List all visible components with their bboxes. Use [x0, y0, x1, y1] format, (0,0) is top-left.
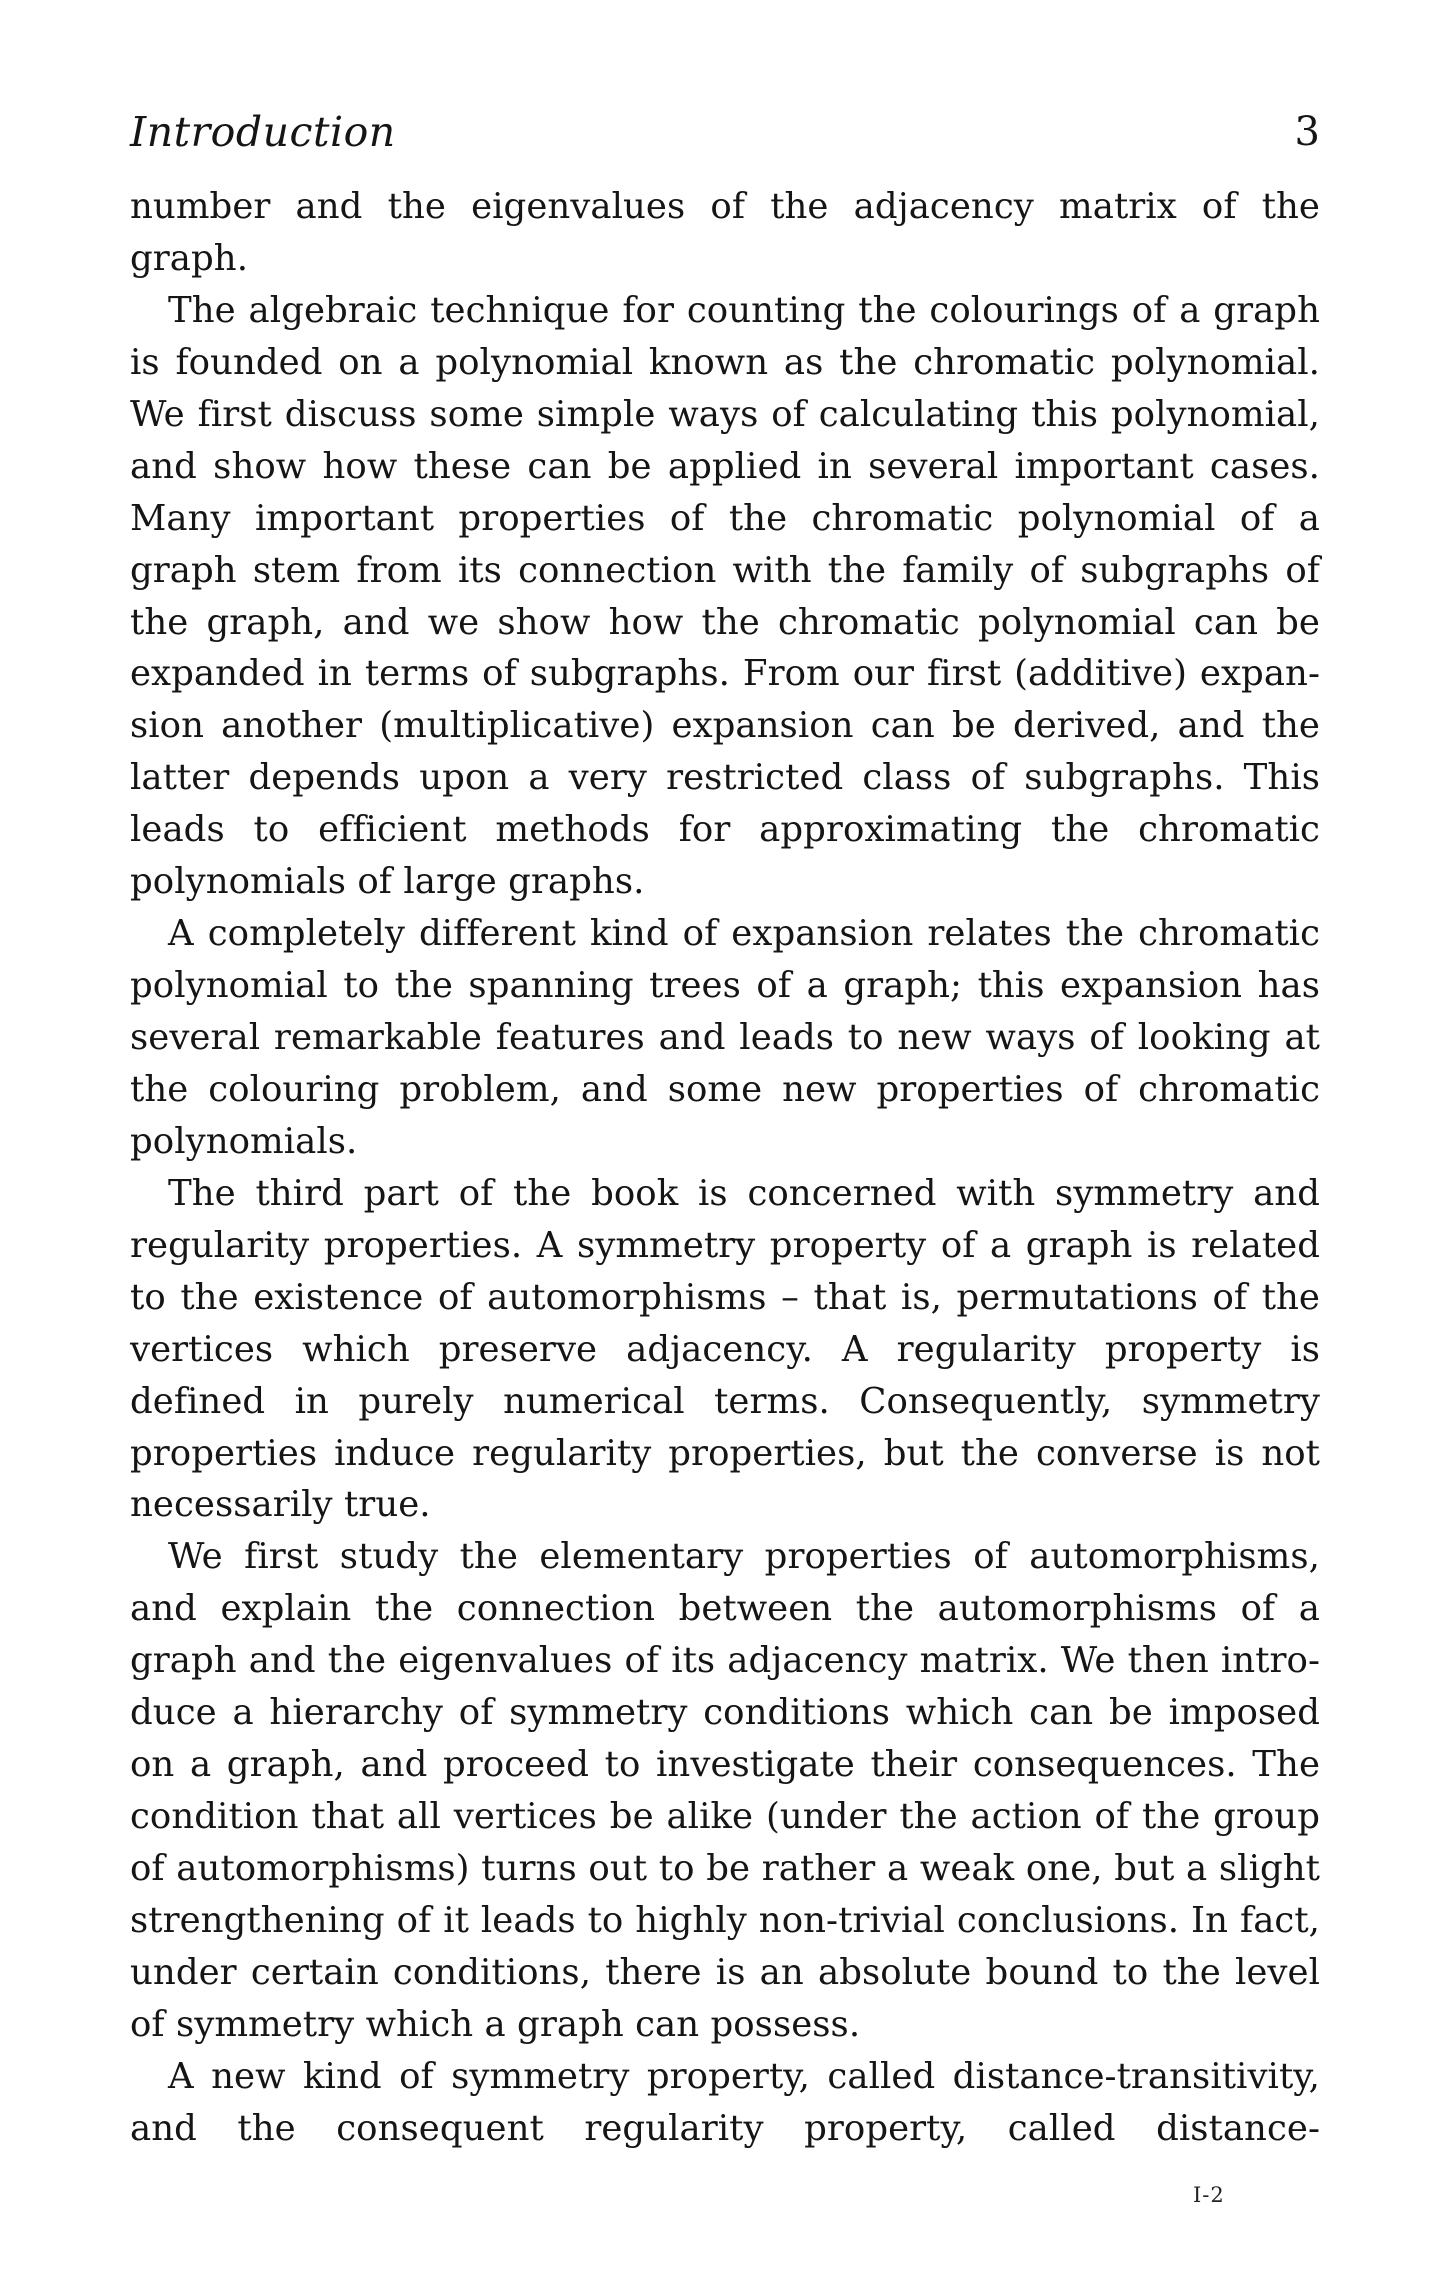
- text-line-04: is founded on a polynomial known as the chromatic polynomial.: [130, 341, 1320, 383]
- text-line-20: The third part of the book is concerned with symmetry and: [168, 1172, 1320, 1214]
- text-line-38: and the consequent regularity property, called distance-: [130, 2107, 1320, 2149]
- text-line-21: regularity properties. A symmetry property of a graph is related: [130, 1224, 1320, 1266]
- text-line-08: graph stem from its connection with the family of subgraphs of: [130, 549, 1320, 591]
- text-line-17: several remarkable features and leads to new ways of looking at: [130, 1017, 1320, 1058]
- text-line-36: of symmetry which a graph can possess.: [130, 2003, 861, 2045]
- body-text: [130, 181, 1320, 2149]
- text-line-34: strengthening of it leads to highly non-trivial conclusions. In fact,: [130, 1899, 1320, 1941]
- text-line-26: necessarily true.: [130, 1484, 431, 1526]
- text-line-07: Many important properties of the chromatic polynomial of a: [130, 497, 1320, 539]
- text-line-18: the colouring problem, and some new properties of chromatic: [130, 1068, 1320, 1110]
- text-line-05: We first discuss some simple ways of calculating this polynomial,: [130, 393, 1320, 435]
- text-line-03: The algebraic technique for counting the colourings of a graph: [168, 289, 1320, 331]
- text-line-02: graph.: [130, 237, 249, 279]
- text-line-30: duce a hierarchy of symmetry conditions which can be imposed: [130, 1692, 1320, 1734]
- text-line-12: latter depends upon a very restricted class of subgraphs. This: [130, 757, 1320, 799]
- text-line-27: We first study the elementary properties of automorphisms,: [168, 1536, 1320, 1578]
- running-head: [130, 104, 1320, 164]
- text-line-19: polynomials.: [130, 1120, 358, 1162]
- text-line-31: on a graph, and proceed to investigate their consequences. The: [130, 1744, 1320, 1786]
- text-line-22: to the existence of automorphisms – that is, permutations of the: [130, 1276, 1320, 1318]
- text-line-13: leads to efficient methods for approximating the chromatic: [130, 809, 1320, 851]
- text-line-16: polynomial to the spanning trees of a graph; this expansion has: [130, 965, 1320, 1007]
- text-line-23: vertices which preserve adjacency. A regularity property is: [130, 1328, 1320, 1370]
- text-line-09: the graph, and we show how the chromatic polynomial can be: [130, 601, 1320, 643]
- page-number: 3: [1294, 109, 1320, 155]
- text-line-06: and show how these can be applied in several important cases.: [130, 445, 1320, 487]
- text-line-24: defined in purely numerical terms. Consequently, symmetry: [130, 1380, 1320, 1422]
- text-line-14: polynomials of large graphs.: [130, 861, 645, 903]
- signature-mark: I-2: [1193, 2183, 1225, 2207]
- text-line-29: graph and the eigenvalues of its adjacency matrix. We then intro-: [130, 1640, 1320, 1682]
- text-line-01: number and the eigenvalues of the adjacency matrix of the: [130, 186, 1320, 227]
- text-line-10: expanded in terms of subgraphs. From our first (additive) expan-: [130, 653, 1320, 695]
- text-line-15: A completely different kind of expansion relates the chromatic: [168, 913, 1320, 955]
- text-line-35: under certain conditions, there is an absolute bound to the level: [130, 1951, 1320, 1993]
- text-line-37: A new kind of symmetry property, called distance-transitivity,: [168, 2055, 1320, 2097]
- text-line-32: condition that all vertices be alike (under the action of the group: [130, 1796, 1320, 1838]
- text-line-11: sion another (multiplicative) expansion can be derived, and the: [130, 705, 1320, 747]
- text-line-28: and explain the connection between the automorphisms of a: [130, 1588, 1320, 1630]
- running-title: Introduction: [130, 108, 396, 156]
- text-line-25: properties induce regularity properties, but the converse is not: [130, 1432, 1320, 1474]
- text-line-33: of automorphisms) turns out to be rather a weak one, but a slight: [130, 1848, 1320, 1889]
